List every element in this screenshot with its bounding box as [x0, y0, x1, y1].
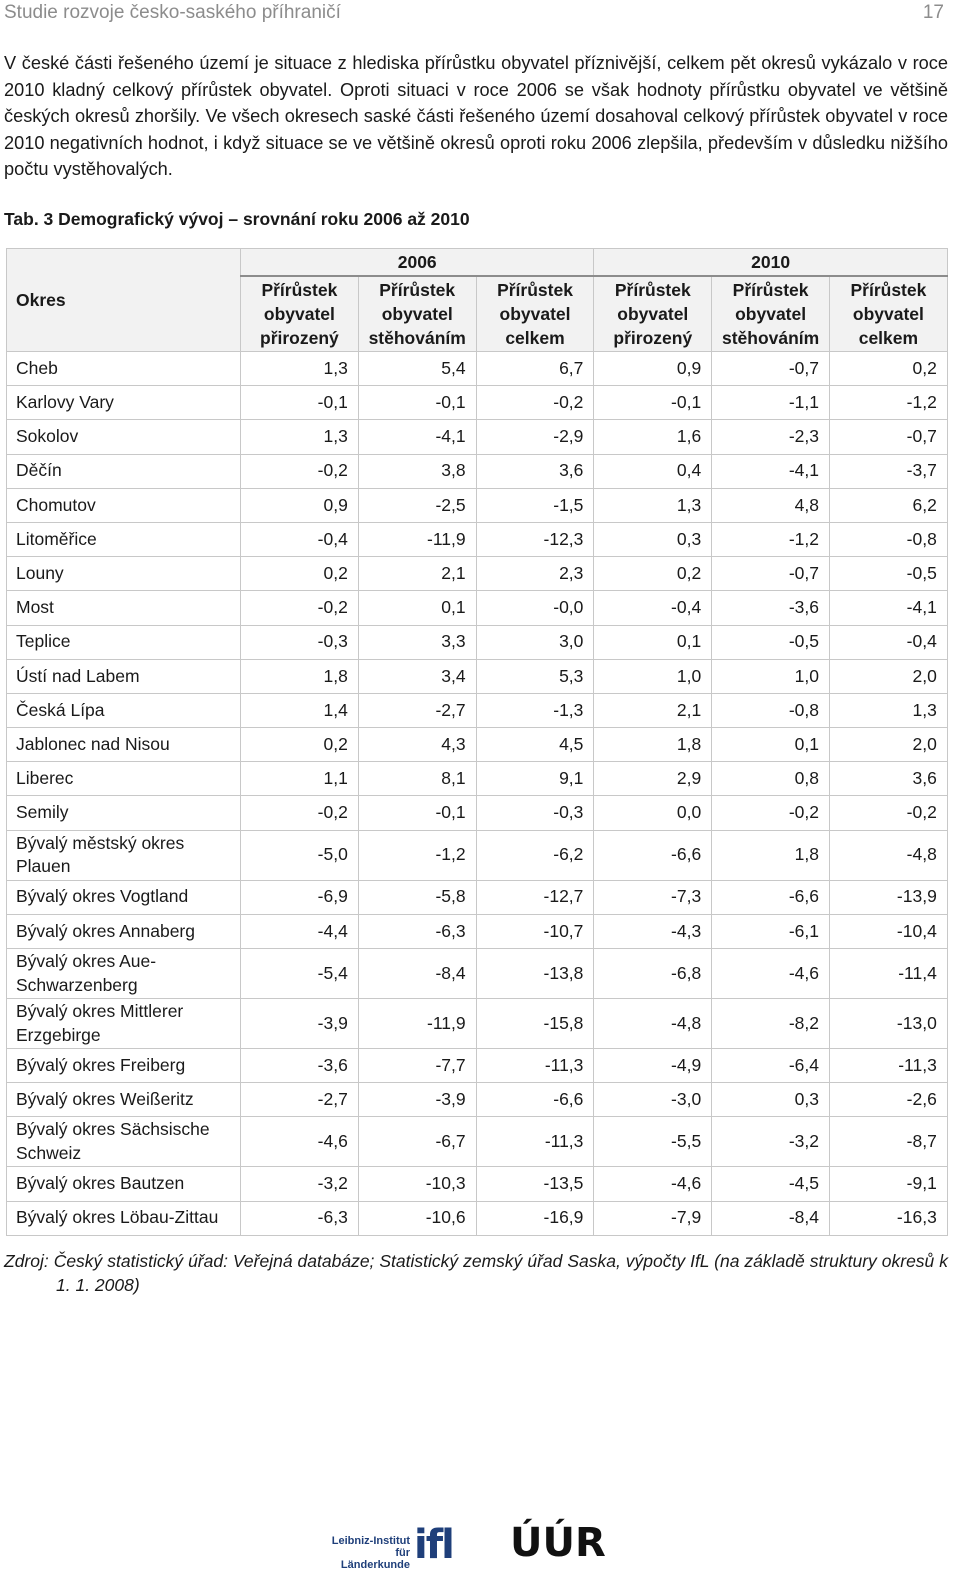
- value-cell: -4,1: [830, 591, 948, 625]
- okres-name: Semily: [7, 796, 241, 830]
- value-cell: 0,3: [594, 522, 712, 556]
- value-cell: -5,8: [358, 880, 476, 914]
- value-cell: -12,7: [476, 880, 594, 914]
- okres-name: Bývalý okres Annaberg: [7, 914, 241, 948]
- value-cell: -12,3: [476, 522, 594, 556]
- table-row: [7, 693, 948, 727]
- okres-name: Bývalý okres Vogtland: [7, 880, 241, 914]
- value-cell: -4,5: [712, 1167, 830, 1201]
- value-cell: 3,6: [476, 454, 594, 488]
- value-cell: -11,4: [830, 949, 948, 999]
- table-row: [7, 949, 948, 999]
- value-cell: -3,7: [830, 454, 948, 488]
- table-row: [7, 762, 948, 796]
- subheader: Přírůstek obyvatel přirozený: [241, 276, 359, 352]
- value-cell: 2,0: [830, 728, 948, 762]
- value-cell: -0,2: [712, 796, 830, 830]
- value-cell: 2,1: [594, 693, 712, 727]
- year-header-2010: 2010: [594, 249, 947, 277]
- value-cell: -5,0: [241, 830, 359, 880]
- value-cell: -1,2: [358, 830, 476, 880]
- value-cell: 2,3: [476, 557, 594, 591]
- value-cell: 5,4: [358, 352, 476, 386]
- page-number: 17: [922, 2, 944, 23]
- source-note: Zdroj: Český statistický úřad: Veřejná databáze; Statistický zemský úřad Saska, výpočty IfL (na základě struktury okresů k 1. 1. 2008): [4, 1251, 948, 1295]
- value-cell: -4,1: [712, 454, 830, 488]
- subheader: Přírůstek obyvatel celkem: [476, 276, 594, 352]
- value-cell: 4,5: [476, 728, 594, 762]
- value-cell: -1,3: [476, 693, 594, 727]
- value-cell: 1,8: [241, 659, 359, 693]
- value-cell: -0,3: [476, 796, 594, 830]
- table-row: [7, 488, 948, 522]
- value-cell: -0,1: [241, 386, 359, 420]
- table-caption: Tab. 3 Demografický vývoj – srovnání roku 2006 až 2010: [4, 209, 470, 229]
- value-cell: -0,3: [241, 625, 359, 659]
- demographic-table: [6, 248, 948, 1236]
- value-cell: -0,1: [358, 796, 476, 830]
- value-cell: -6,7: [358, 1117, 476, 1167]
- okres-name: Chomutov: [7, 488, 241, 522]
- value-cell: -2,3: [712, 420, 830, 454]
- value-cell: -2,5: [358, 488, 476, 522]
- value-cell: -7,3: [594, 880, 712, 914]
- value-cell: 1,0: [712, 659, 830, 693]
- value-cell: -10,4: [830, 914, 948, 948]
- table-row: [7, 728, 948, 762]
- value-cell: 9,1: [476, 762, 594, 796]
- value-cell: 0,2: [241, 557, 359, 591]
- table-row: [7, 591, 948, 625]
- value-cell: 1,1: [241, 762, 359, 796]
- value-cell: 8,1: [358, 762, 476, 796]
- value-cell: 1,0: [594, 659, 712, 693]
- value-cell: -4,9: [594, 1049, 712, 1083]
- value-cell: -2,7: [358, 693, 476, 727]
- value-cell: -11,9: [358, 999, 476, 1049]
- value-cell: -6,6: [712, 880, 830, 914]
- value-cell: -1,5: [476, 488, 594, 522]
- value-cell: 3,6: [830, 762, 948, 796]
- value-cell: -2,6: [830, 1083, 948, 1117]
- okres-name: Bývalý okres Löbau-Zittau: [7, 1201, 241, 1235]
- value-cell: -0,2: [830, 796, 948, 830]
- value-cell: -1,2: [712, 522, 830, 556]
- value-cell: -3,6: [241, 1049, 359, 1083]
- value-cell: 2,9: [594, 762, 712, 796]
- value-cell: 1,3: [241, 352, 359, 386]
- okres-name: Sokolov: [7, 420, 241, 454]
- value-cell: -0,4: [594, 591, 712, 625]
- intro-paragraph: V české části řešeného území je situace z hlediska přírůstku obyvatel příznivější, celkem pět okresů vykázalo v roce 2010 kladný celkový přírůstek obyvatel. Oproti situaci v roce 2006 se však hodnoty přírůstku obyvatel ve většině českých okresů zhoršily. Ve všech okresech saské části řešeného území dosahoval celkový přírůstek obyvatel v roce 2010 negativních hodnot, i když situace se ve většině okresů oproti roku 2006 zlepšila, především v důsledku nižšího počtu vystěhovalých.: [4, 53, 948, 179]
- value-cell: -0,7: [830, 420, 948, 454]
- value-cell: -13,0: [830, 999, 948, 1049]
- okres-name: Ústí nad Labem: [7, 659, 241, 693]
- value-cell: -13,8: [476, 949, 594, 999]
- okres-name: Česká Lípa: [7, 693, 241, 727]
- table-row: [7, 454, 948, 488]
- value-cell: 4,3: [358, 728, 476, 762]
- value-cell: -3,0: [594, 1083, 712, 1117]
- value-cell: -6,3: [241, 1201, 359, 1235]
- value-cell: -4,4: [241, 914, 359, 948]
- table-row: [7, 1117, 948, 1167]
- value-cell: -11,3: [476, 1049, 594, 1083]
- value-cell: -2,9: [476, 420, 594, 454]
- table-row: [7, 420, 948, 454]
- value-cell: -5,5: [594, 1117, 712, 1167]
- value-cell: -16,3: [830, 1201, 948, 1235]
- value-cell: -3,6: [712, 591, 830, 625]
- value-cell: -16,9: [476, 1201, 594, 1235]
- value-cell: -13,9: [830, 880, 948, 914]
- value-cell: -1,1: [712, 386, 830, 420]
- value-cell: 1,6: [594, 420, 712, 454]
- value-cell: -13,5: [476, 1167, 594, 1201]
- value-cell: 0,8: [712, 762, 830, 796]
- value-cell: -9,1: [830, 1167, 948, 1201]
- value-cell: -0,2: [476, 386, 594, 420]
- value-cell: -4,1: [358, 420, 476, 454]
- value-cell: -0,8: [712, 693, 830, 727]
- ifl-logo-text: Leibniz-Institut für Länderkunde: [331, 1535, 410, 1571]
- subheader: Přírůstek obyvatel stěhováním: [712, 276, 830, 352]
- value-cell: 0,9: [241, 488, 359, 522]
- table-row: [7, 830, 948, 880]
- value-cell: -0,5: [712, 625, 830, 659]
- okres-name: Jablonec nad Nisou: [7, 728, 241, 762]
- table-row: [7, 659, 948, 693]
- okres-name: Liberec: [7, 762, 241, 796]
- value-cell: -11,3: [476, 1117, 594, 1167]
- value-cell: -0,7: [712, 352, 830, 386]
- value-cell: -0,2: [241, 591, 359, 625]
- value-cell: -6,3: [358, 914, 476, 948]
- value-cell: -7,9: [594, 1201, 712, 1235]
- okres-name: Most: [7, 591, 241, 625]
- table-row: [7, 522, 948, 556]
- table-row: [7, 880, 948, 914]
- ifl-logo: [320, 1520, 470, 1571]
- value-cell: -4,6: [594, 1167, 712, 1201]
- table-row: [7, 625, 948, 659]
- value-cell: -11,3: [830, 1049, 948, 1083]
- table-row: [7, 1167, 948, 1201]
- value-cell: -8,4: [358, 949, 476, 999]
- value-cell: 3,8: [358, 454, 476, 488]
- value-cell: -7,7: [358, 1049, 476, 1083]
- subheader: Přírůstek obyvatel celkem: [830, 276, 948, 352]
- value-cell: 0,1: [712, 728, 830, 762]
- okres-name: Litoměřice: [7, 522, 241, 556]
- table-row: [7, 557, 948, 591]
- value-cell: 3,0: [476, 625, 594, 659]
- table-row: [7, 796, 948, 830]
- okres-name: Děčín: [7, 454, 241, 488]
- value-cell: 0,1: [594, 625, 712, 659]
- value-cell: -4,6: [241, 1117, 359, 1167]
- subheader: Přírůstek obyvatel stěhováním: [358, 276, 476, 352]
- value-cell: 0,4: [594, 454, 712, 488]
- value-cell: -8,4: [712, 1201, 830, 1235]
- okres-name: Bývalý okres Sächsische Schweiz: [7, 1117, 241, 1167]
- value-cell: -8,7: [830, 1117, 948, 1167]
- value-cell: 0,1: [358, 591, 476, 625]
- value-cell: -4,3: [594, 914, 712, 948]
- value-cell: -0,7: [712, 557, 830, 591]
- value-cell: -0,8: [830, 522, 948, 556]
- table-row: [7, 1201, 948, 1235]
- value-cell: -10,6: [358, 1201, 476, 1235]
- value-cell: -2,7: [241, 1083, 359, 1117]
- table-row: [7, 386, 948, 420]
- value-cell: 2,1: [358, 557, 476, 591]
- value-cell: -4,8: [594, 999, 712, 1049]
- value-cell: -4,6: [712, 949, 830, 999]
- subheader: Přírůstek obyvatel přirozený: [594, 276, 712, 352]
- table-row: [7, 999, 948, 1049]
- value-cell: 1,8: [712, 830, 830, 880]
- value-cell: 1,4: [241, 693, 359, 727]
- value-cell: -6,9: [241, 880, 359, 914]
- value-cell: -10,7: [476, 914, 594, 948]
- okres-name: Karlovy Vary: [7, 386, 241, 420]
- okres-name: Louny: [7, 557, 241, 591]
- value-cell: 0,2: [241, 728, 359, 762]
- value-cell: 5,3: [476, 659, 594, 693]
- value-cell: -0,1: [594, 386, 712, 420]
- value-cell: -0,4: [241, 522, 359, 556]
- value-cell: -3,9: [241, 999, 359, 1049]
- value-cell: -8,2: [712, 999, 830, 1049]
- ifl-logo-mark: ifl: [414, 1522, 453, 1568]
- value-cell: 0,3: [712, 1083, 830, 1117]
- value-cell: 0,2: [594, 557, 712, 591]
- value-cell: -10,3: [358, 1167, 476, 1201]
- value-cell: 3,3: [358, 625, 476, 659]
- value-cell: -6,1: [712, 914, 830, 948]
- table-row: [7, 914, 948, 948]
- value-cell: -11,9: [358, 522, 476, 556]
- value-cell: -3,2: [712, 1117, 830, 1167]
- value-cell: 6,2: [830, 488, 948, 522]
- okres-name: Bývalý okres Weißeritz: [7, 1083, 241, 1117]
- value-cell: -0,4: [830, 625, 948, 659]
- value-cell: -3,2: [241, 1167, 359, 1201]
- value-cell: -4,8: [830, 830, 948, 880]
- value-cell: -0,5: [830, 557, 948, 591]
- value-cell: -15,8: [476, 999, 594, 1049]
- value-cell: 0,0: [594, 796, 712, 830]
- table-row: [7, 1083, 948, 1117]
- okres-header: Okres: [7, 249, 241, 352]
- running-title: Studie rozvoje česko-saského příhraničí: [4, 2, 341, 23]
- value-cell: 6,7: [476, 352, 594, 386]
- okres-name: Bývalý okres Freiberg: [7, 1049, 241, 1083]
- value-cell: 1,3: [241, 420, 359, 454]
- okres-name: Bývalý okres Aue-Schwarzenberg: [7, 949, 241, 999]
- value-cell: -6,4: [712, 1049, 830, 1083]
- value-cell: -0,1: [358, 386, 476, 420]
- okres-name: Bývalý okres Mittlerer Erzgebirge: [7, 999, 241, 1049]
- value-cell: -0,2: [241, 796, 359, 830]
- table-body: [7, 352, 948, 1236]
- uur-logo: ÚÚR: [510, 1520, 606, 1566]
- value-cell: 2,0: [830, 659, 948, 693]
- value-cell: -6,8: [594, 949, 712, 999]
- value-cell: 4,8: [712, 488, 830, 522]
- table-row: [7, 1049, 948, 1083]
- table-row: [7, 352, 948, 386]
- page-header: [4, 0, 944, 26]
- value-cell: 1,8: [594, 728, 712, 762]
- value-cell: -6,2: [476, 830, 594, 880]
- value-cell: -5,4: [241, 949, 359, 999]
- value-cell: -6,6: [594, 830, 712, 880]
- year-header-2006: 2006: [241, 249, 594, 277]
- okres-name: Cheb: [7, 352, 241, 386]
- value-cell: 1,3: [594, 488, 712, 522]
- okres-name: Bývalý městský okres Plauen: [7, 830, 241, 880]
- value-cell: -0,0: [476, 591, 594, 625]
- value-cell: -0,2: [241, 454, 359, 488]
- okres-name: Teplice: [7, 625, 241, 659]
- value-cell: -1,2: [830, 386, 948, 420]
- value-cell: 0,9: [594, 352, 712, 386]
- okres-name: Bývalý okres Bautzen: [7, 1167, 241, 1201]
- value-cell: -3,9: [358, 1083, 476, 1117]
- value-cell: 0,2: [830, 352, 948, 386]
- value-cell: 3,4: [358, 659, 476, 693]
- value-cell: -6,6: [476, 1083, 594, 1117]
- value-cell: 1,3: [830, 693, 948, 727]
